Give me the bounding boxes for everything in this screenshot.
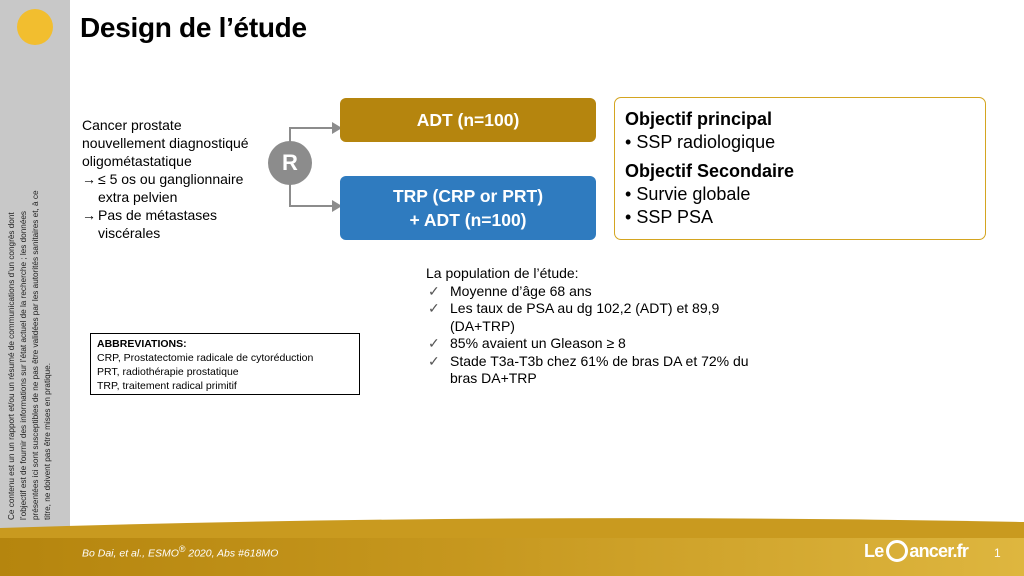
logo-c-ring-icon [886,540,908,562]
trp-arm-box [340,176,596,240]
abbreviation-item: PRT, radiothérapie prostatique [97,366,239,378]
criteria-bullet-text: Pas de métastases [98,207,218,223]
criteria-bullet [82,206,282,242]
criteria-intro-line: oligométastatique [82,153,192,169]
objective-item: • Survie globale [625,184,751,204]
objectives-box [614,97,986,240]
check-icon: ✓ [428,282,440,299]
bullet-icon: • [625,184,632,204]
criteria-bullet-text: ≤ 5 os ou ganglionnaire [98,171,244,187]
population-item: ✓ Stade T3a-T3b chez 61% de bras DA et 72% du bras DA+TRP [428,352,749,386]
check-icon: ✓ [428,300,440,316]
secondary-objective-heading: Objectif Secondaire [625,161,795,181]
criteria-bullet-text: extra pelvien [98,189,178,205]
bullet-icon: • [625,132,632,152]
bullet-icon: • [625,207,632,227]
study-population [426,265,796,388]
randomization-circle: R [268,141,312,185]
lecancer-logo: Le ancer.fr [864,540,969,561]
slide-title: Design de l’étude [80,12,307,43]
abbreviation-item: TRP, traitement radical primitif [97,380,237,392]
footer-curve-decoration [0,518,1024,538]
trp-arm-label-line2: + ADT (n=100) [409,210,527,230]
abbreviations-box [90,333,360,395]
check-icon: ✓ [428,352,440,369]
left-sidebar [0,0,70,528]
criteria-bullet [82,170,282,206]
objective-item: • SSP PSA [625,207,714,227]
arrow-right-icon: → [82,207,96,223]
adt-arm-label: ADT (n=100) [416,109,520,130]
population-item: ✓ Moyenne d’âge 68 ans [428,282,592,299]
population-criteria [82,116,282,242]
abbreviation-item: CRP, Prostatectomie radicale de cytoréduction [97,352,314,364]
criteria-bullet-text: viscérales [98,225,161,241]
adt-arm-box [340,98,596,142]
trp-arm-label-line1: TRP (CRP or PRT) [392,186,544,206]
page-number: 1 [994,546,1001,560]
primary-objective-heading: Objectif principal [625,109,773,129]
disclaimer-text: Ce contenu est un un rapport et/ou un résumé de communications d’un congrès dont l’objectif est de fournir des informations sur l’état actuel de la recherche ; les données présentées ici sont susceptibles de ne pas être validées par les autorités sanitaires et, à ce titre, ne doivent pas être mises en pratique. [7,190,52,520]
objective-item: • SSP radiologique [625,132,776,152]
study-population-heading: La population de l’étude: [426,265,579,281]
abbreviations-title: ABBREVIATIONS: [97,338,187,350]
arrow-right-icon: → [82,171,96,187]
population-item: ✓ Les taux de PSA au dg 102,2 (ADT) et 89,9 (DA+TRP) [428,300,720,334]
criteria-intro-line: nouvellement diagnostiqué [82,135,249,151]
check-icon: ✓ [428,335,440,351]
population-item: ✓ 85% avaient un Gleason ≥ 8 [428,335,626,351]
citation: Bo Dai, et al., ESMO® 2020, Abs #618MO [82,543,279,559]
criteria-intro-line: Cancer prostate [82,117,182,133]
yellow-dot-decoration [17,9,53,45]
